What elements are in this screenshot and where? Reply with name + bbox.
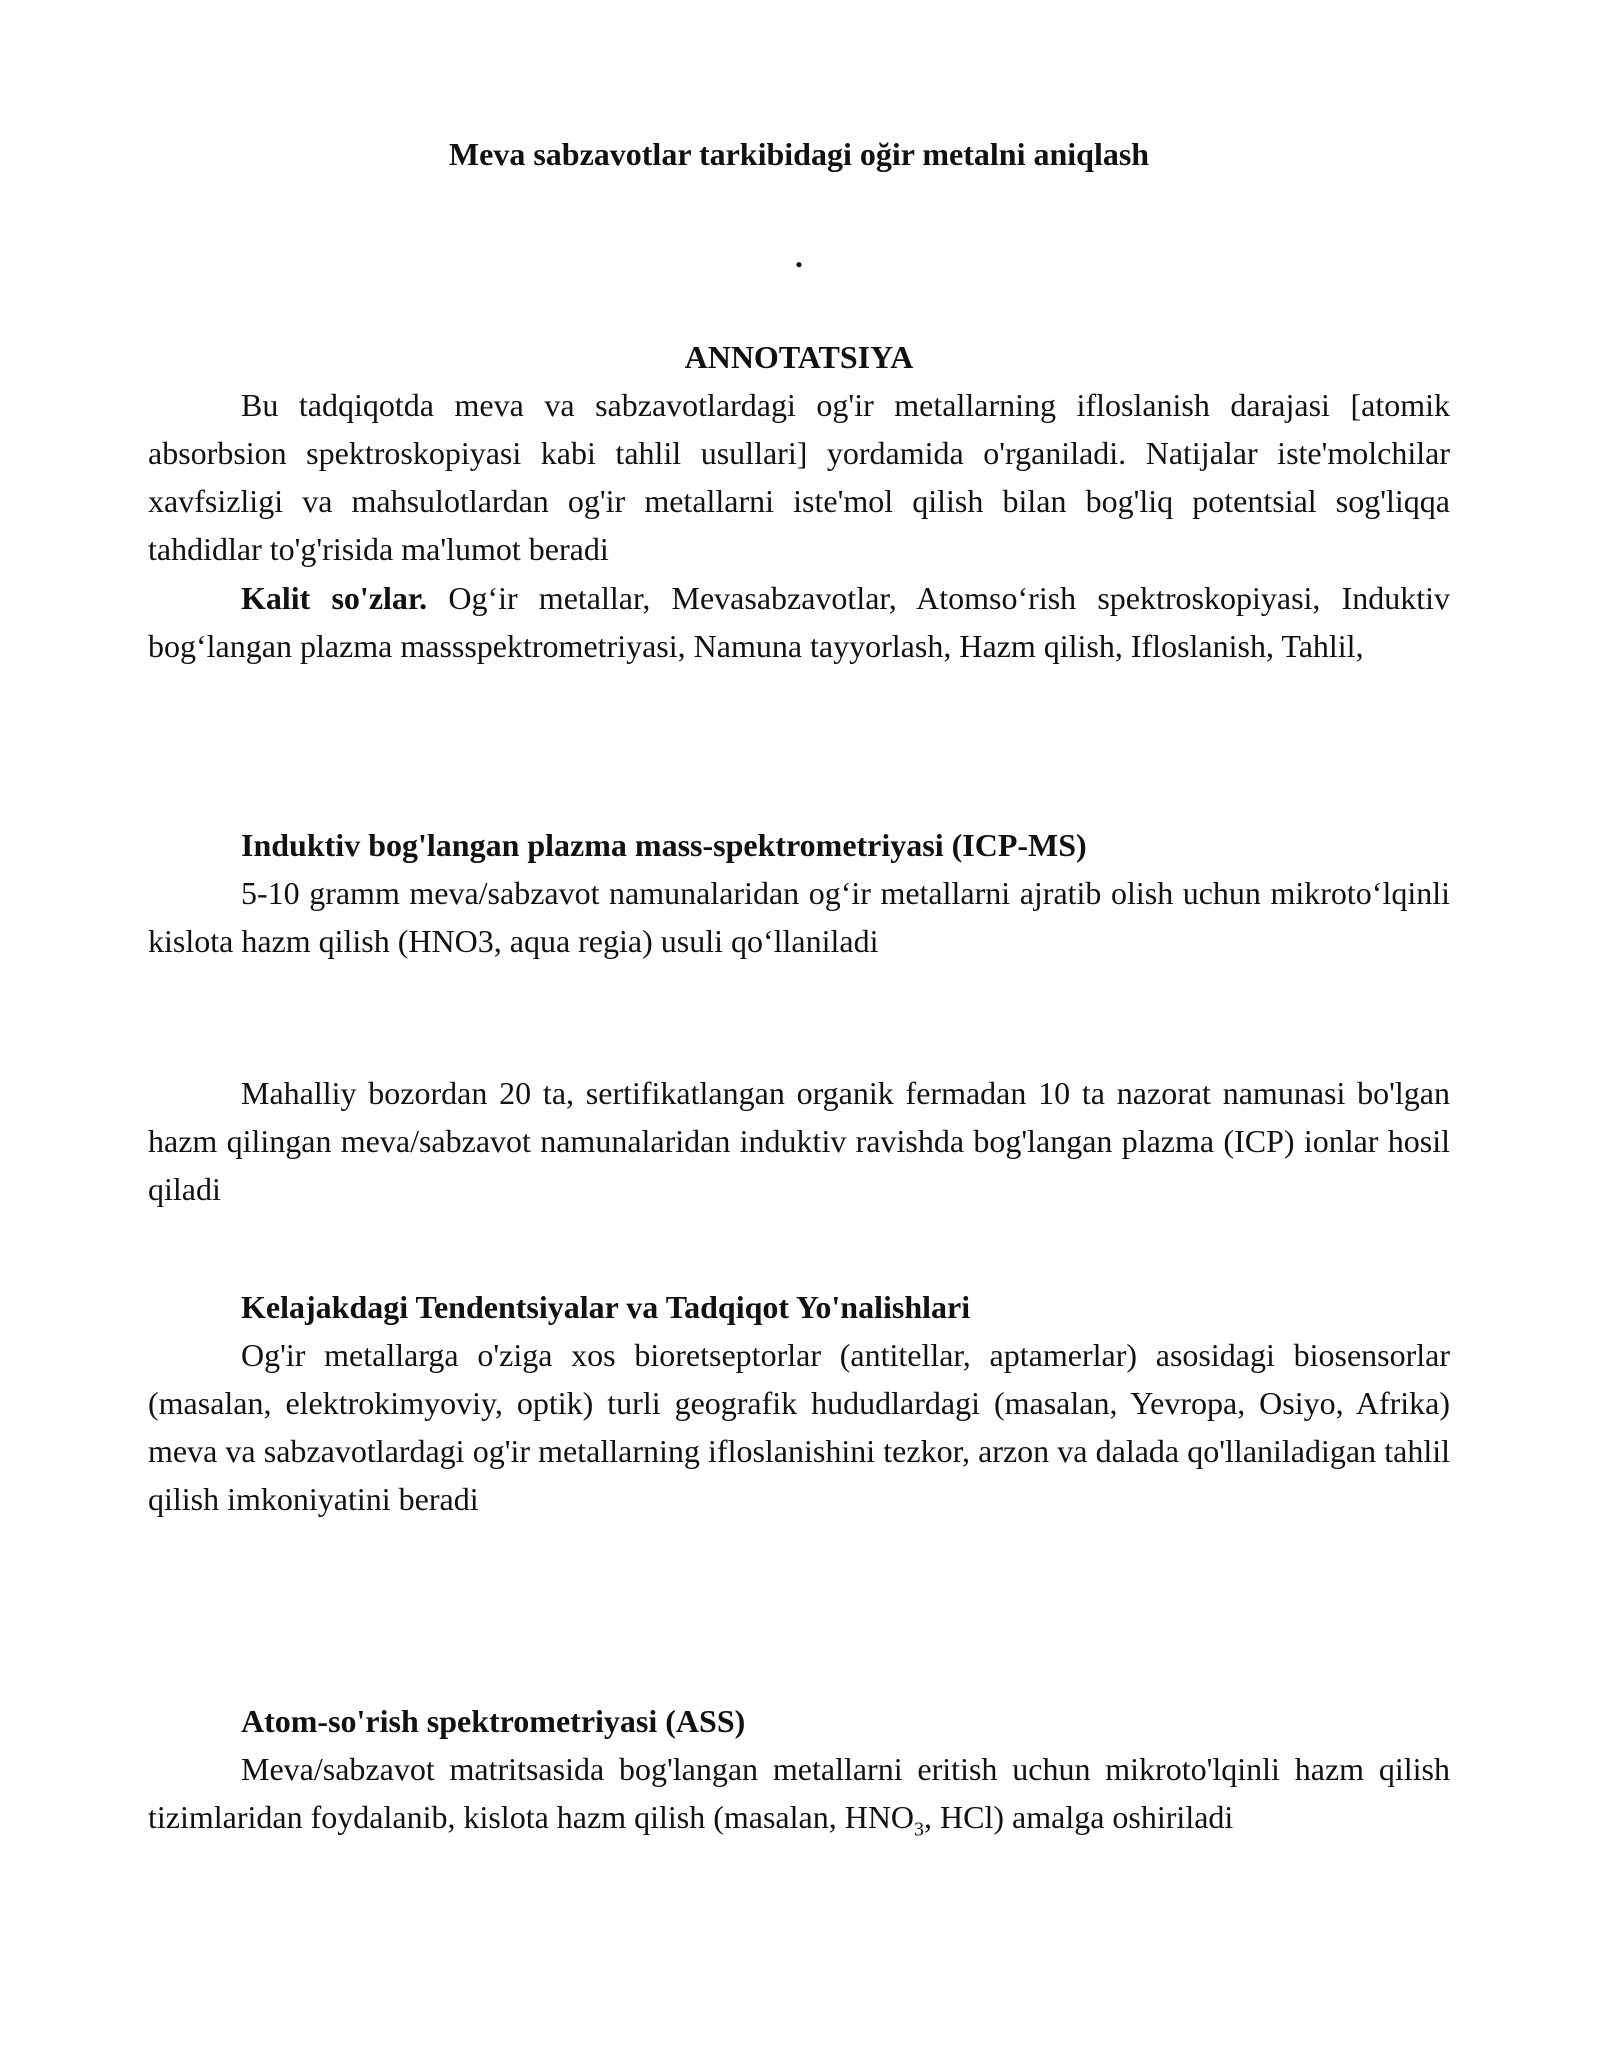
- market-section: [148, 1069, 1450, 1213]
- document-title: Meva sabzavotlar tarkibidagi oğir metalni aniqlash: [448, 136, 1150, 172]
- aas-heading: Atom-so'rish spektrometriyasi (ASS): [241, 1703, 746, 1739]
- annotation-heading: ANNOTATSIYA: [684, 339, 914, 375]
- keywords-label: Kalit so'zlar.: [241, 580, 428, 616]
- future-section-header: [148, 1283, 1450, 1331]
- future-heading: Kelajakdagi Tendentsiyalar va Tadqiqot Yo'nalishlari: [241, 1289, 971, 1325]
- icp-ms-section-header: [148, 821, 1450, 869]
- future-paragraph: Og'ir metallarga o'ziga xos bioretseptorlar (antitellar, aptamerlar) asosidagi biosensorlar (masalan, elektrokimyoviy, optik) turli geografik hududlardagi (masalan, Yevropa, Osiyo, Afrika) meva va sabzavotlardagi og'ir metallarning ifloslanishini tezkor, arzon va dalada qo'llaniladigan tahlil qilish imkoniyatini beradi: [148, 1337, 1450, 1517]
- aas-section-header: [148, 1697, 1450, 1745]
- icp-ms-heading: Induktiv bog'langan plazma mass-spektrometriyasi (ICP-MS): [241, 827, 1087, 863]
- separator-dot: .: [795, 238, 803, 274]
- aas-section: [148, 1745, 1450, 1841]
- icp-ms-paragraph: 5-10 gramm meva/sabzavot namunalaridan og‘ir metallarni ajratib olish uchun mikroto‘lqinli kislota hazm qilish (HNO3, aqua regia) usuli qo‘llaniladi: [148, 875, 1450, 959]
- future-section: [148, 1331, 1450, 1523]
- market-paragraph: Mahalliy bozordan 20 ta, sertifikatlangan organik fermadan 10 ta nazorat namunasi bo'lgan hazm qilingan meva/sabzavot namunalaridan induktiv ravishda bog'langan plazma (ICP) ionlar hosil qiladi: [148, 1075, 1450, 1207]
- aas-subscript: 3: [914, 1818, 925, 1841]
- annotation-paragraph: Bu tadqiqotda meva va sabzavotlardagi og'ir metallarning ifloslanish darajasi [atomik absorbsion spektroskopiyasi kabi tahlil usullari] yordamida o'rganiladi. Natijalar iste'molchilar xavfsizligi va mahsulotlardan og'ir metallarni iste'mol qilish bilan bog'liq potentsial sog'liqqa tahdidlar to'g'risida ma'lumot beradi: [148, 387, 1450, 567]
- aas-text-before: Meva/sabzavot matritsasida bog'langan metallarni eritish uchun mikroto'lqinli hazm qilish tizimlaridan foydalanib, kislota hazm qilish (masalan, HNO: [148, 1751, 1450, 1835]
- keywords-paragraph: [148, 574, 1450, 670]
- aas-paragraph: [148, 1745, 1450, 1841]
- icp-ms-section: [148, 869, 1450, 965]
- annotation-section: [148, 381, 1450, 573]
- aas-text-after: , HCl) amalga oshiriladi: [924, 1799, 1234, 1835]
- keywords-text: Og‘ir metallar, Mevasabzavotlar, Atomso‘rish spektroskopiyasi, Induktiv bog‘langan plazma massspektrometriyasi, Namuna tayyorlash, Hazm qilish, Ifloslanish, Tahlil,: [148, 580, 1451, 664]
- keywords-section: [148, 574, 1450, 670]
